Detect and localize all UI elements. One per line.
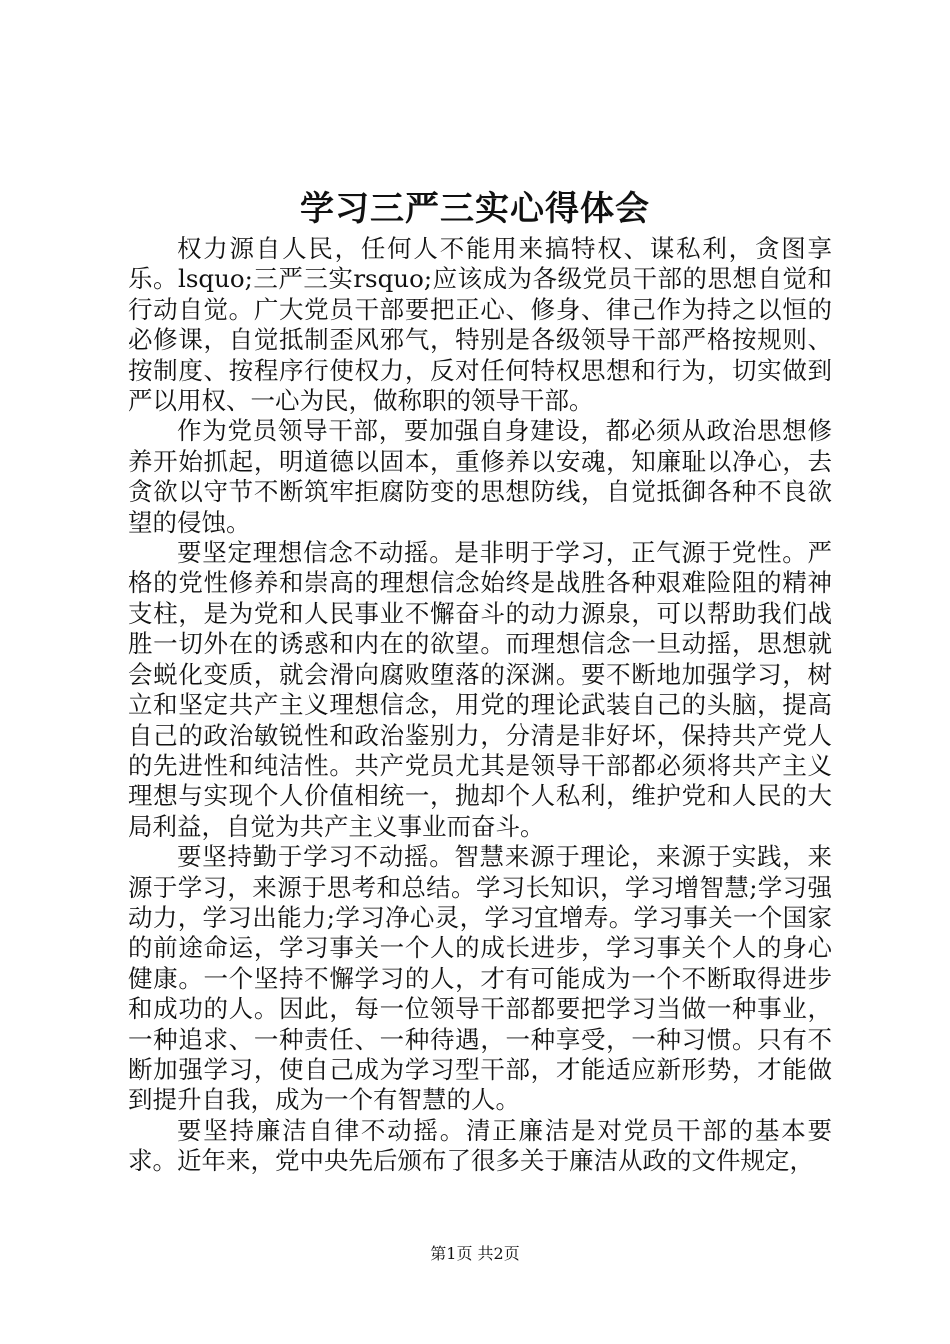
paragraph-1: 权力源自人民，任何人不能用来搞特权、谋私利，贪图享乐。lsquo;三严三实rsquo;应该成为各级党员干部的思想自觉和行动自觉。广大党员干部要把正心、修身、律己作为持之以恒的必修课，自觉抵制歪风邪气，特别是各级领导干部严格按规则、按制度、按程序行使权力，反对任何特权思想和行为，切实做到严以用权、一心为民，做称职的领导干部。 — [128, 234, 832, 416]
paragraph-4: 要坚持勤于学习不动摇。智慧来源于理论，来源于实践，来源于学习，来源于思考和总结。学习长知识，学习增智慧;学习强动力，学习出能力;学习净心灵，学习宜增寿。学习事关一个国家的前途命运，学习事关一个人的成长进步，学习事关个人的身心健康。一个坚持不懈学习的人，才有可能成为一个不断取得进步和成功的人。因此，每一位领导干部都要把学习当做一种事业，一种追求、一种责任、一种待遇，一种享受，一种习惯。只有不断加强学习，使自己成为学习型干部，才能适应新形势，才能做到提升自我，成为一个有智慧的人。 — [128, 842, 832, 1115]
paragraph-2: 作为党员领导干部，要加强自身建设，都必须从政治思想修养开始抓起，明道德以固本，重修养以安魂，知廉耻以净心，去贪欲以守节不断筑牢拒腐防变的思想防线，自觉抵御各种不良欲望的侵蚀。 — [128, 416, 832, 537]
paragraph-5: 要坚持廉洁自律不动摇。清正廉洁是对党员干部的基本要求。近年来，党中央先后颁布了很多关于廉洁从政的文件规定， — [128, 1115, 832, 1176]
page-footer: 第1页 共2页 — [430, 1244, 520, 1263]
document-title: 学习三严三实心得体会 — [300, 189, 650, 229]
document-body — [128, 234, 832, 1177]
paragraph-3: 要坚定理想信念不动摇。是非明于学习，正气源于党性。严格的党性修养和崇高的理想信念始终是战胜各种艰难险阻的精神支柱，是为党和人民事业不懈奋斗的动力源泉，可以帮助我们战胜一切外在的诱惑和内在的欲望。而理想信念一旦动摇，思想就会蜕化变质，就会滑向腐败堕落的深渊。要不断地加强学习，树立和坚定共产主义理想信念，用党的理论武装自己的头脑，提高自己的政治敏锐性和政治鉴别力，分清是非好坏，保持共产党人的先进性和纯洁性。共产党员尤其是领导干部都必须将共产主义理想与实现个人价值相统一，抛却个人私利，维护党和人民的大局利益，自觉为共产主义事业而奋斗。 — [128, 538, 832, 841]
